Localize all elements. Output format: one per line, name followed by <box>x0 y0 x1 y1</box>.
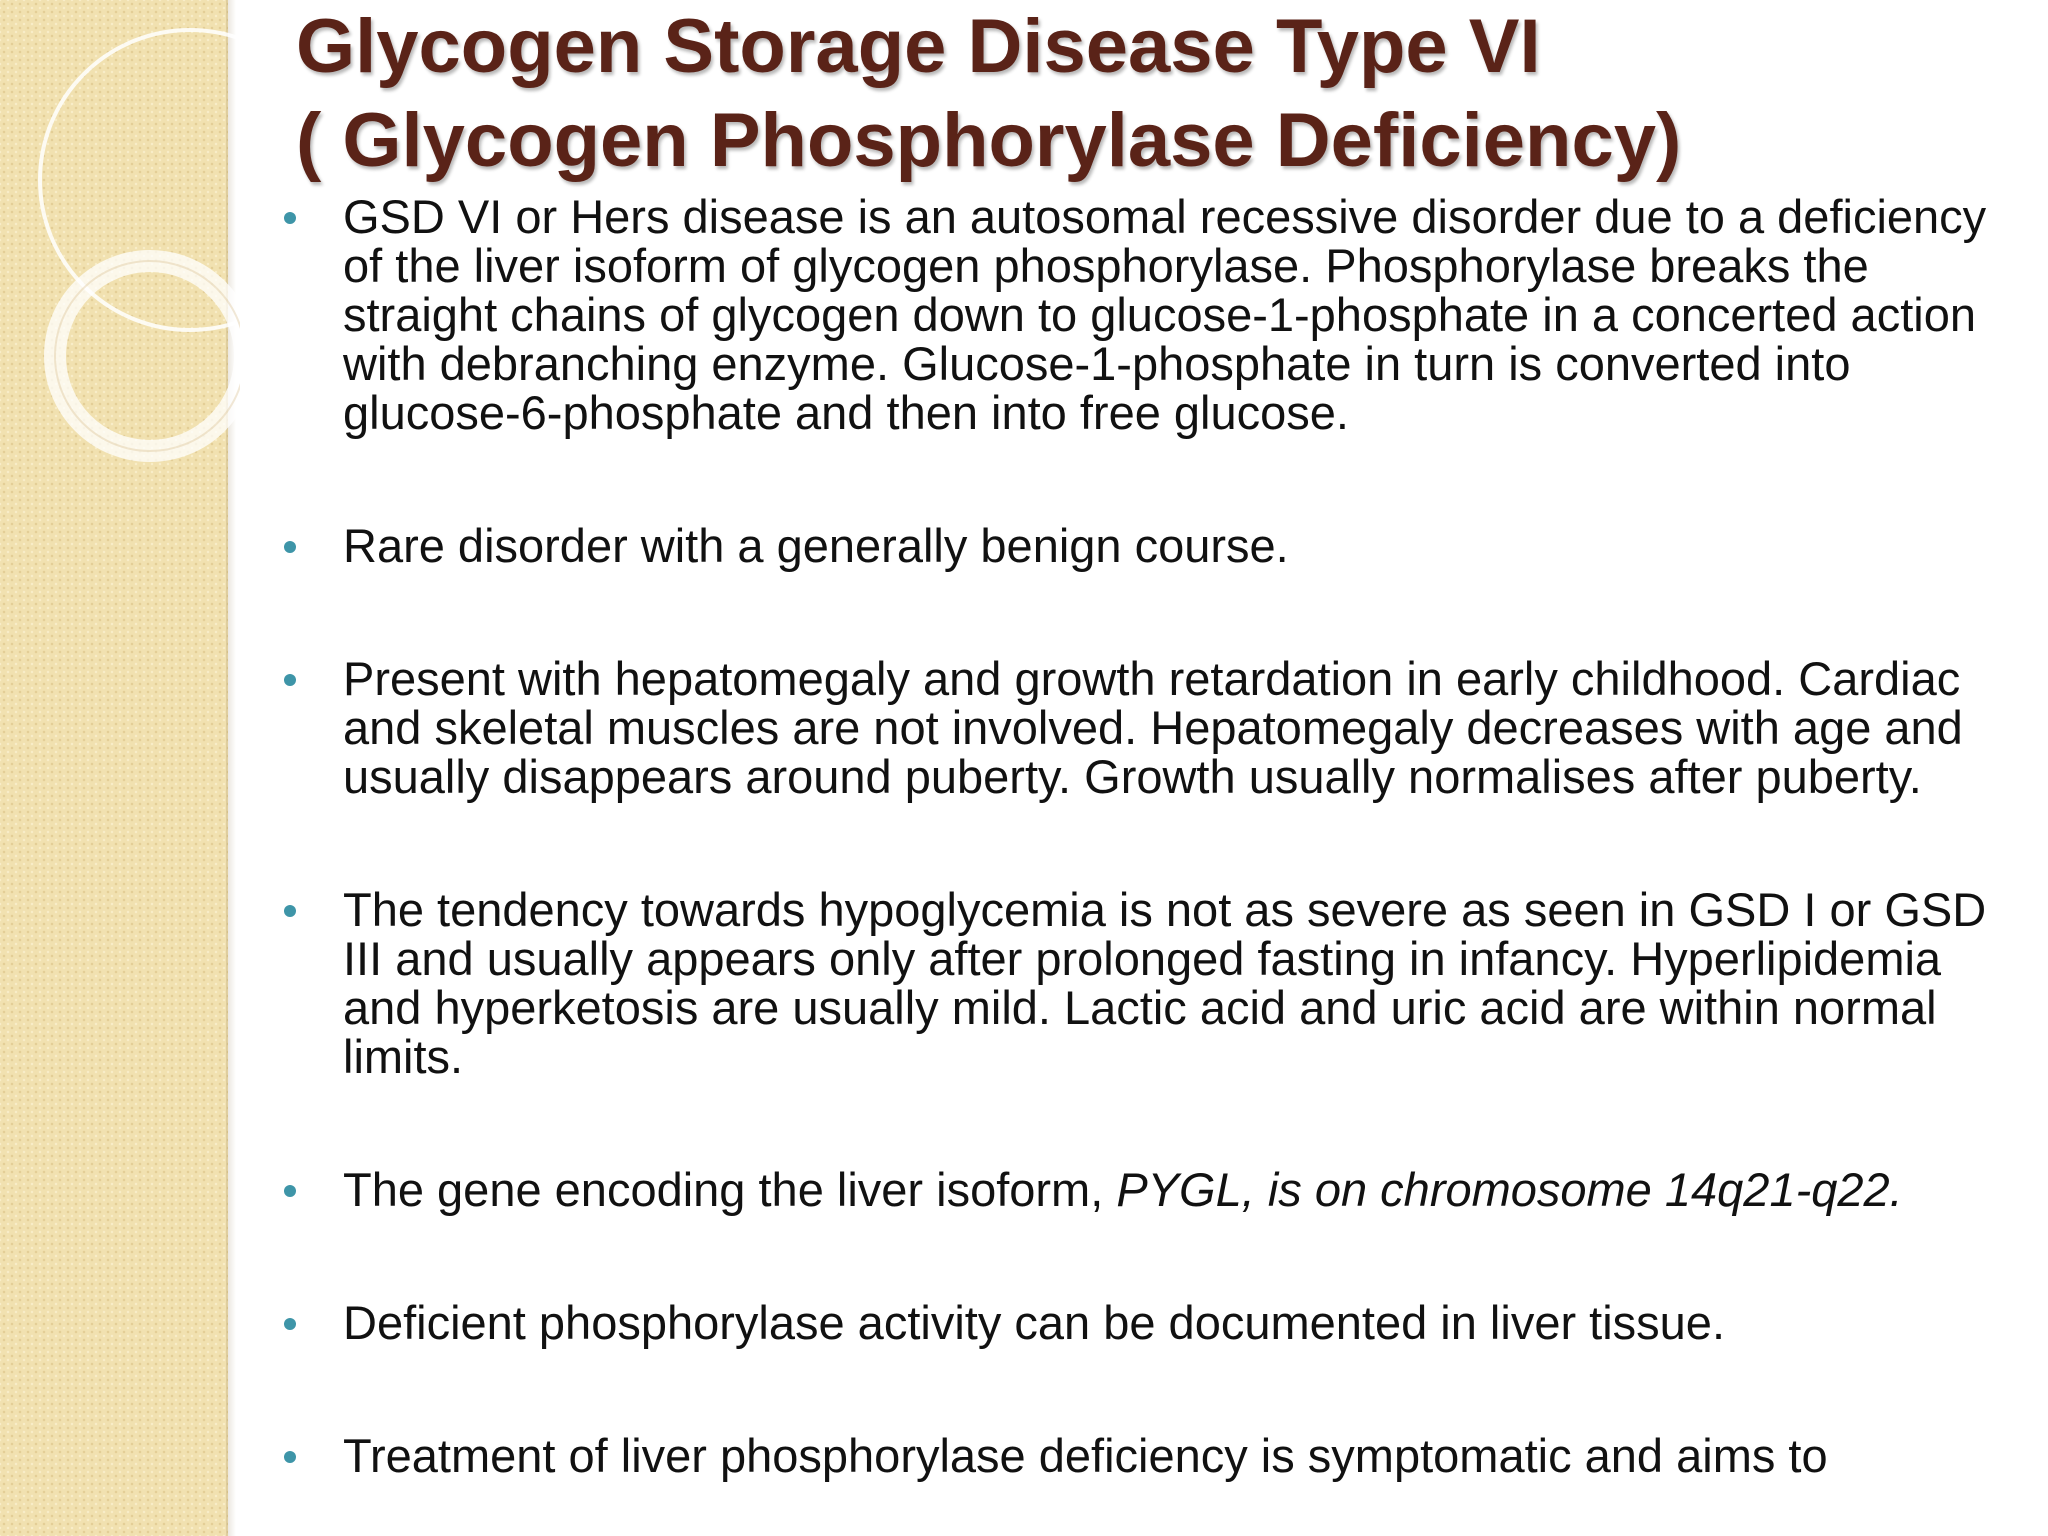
bullet-item-hypoglycemia: The tendency towards hypoglycemia is not as severe as seen in GSD I or GSD III and usually appears only after prolonged fasting in infancy. Hyperlipidemia and hyperketosis are usually mild. Lactic acid and uric acid are within normal limits. <box>280 885 2030 1081</box>
bullet-list <box>280 192 2030 1536</box>
title-line-2: ( Glycogen Phosphorylase Deficiency) <box>296 98 1682 183</box>
bullet-item-gene <box>280 1165 2030 1214</box>
bullet-item-gsd-vi-definition: GSD VI or Hers disease is an autosomal recessive disorder due to a deficiency of the liver isoform of glycogen phosphorylase. Phosphorylase breaks the straight chains of glycogen down to glucose-1-phosphate in a concerted action with debranching enzyme. Glucose-1-phosphate in turn is converted into glucose-6-phosphate and then into free glucose. <box>280 192 2030 437</box>
bullet-item-rare-disorder: Rare disorder with a generally benign course. <box>280 521 2030 570</box>
slide-title <box>296 0 1996 188</box>
bullet-item-deficient-activity: Deficient phosphorylase activity can be documented in liver tissue. <box>280 1298 2030 1347</box>
bullet-item-treatment-cutoff: Treatment of liver phosphorylase deficiency is symptomatic and aims to <box>280 1431 2030 1480</box>
gene-text-plain: The gene encoding the liver isoform, <box>343 1163 1117 1216</box>
bullet-item-presentation: Present with hepatomegaly and growth retardation in early childhood. Cardiac and skeletal muscles are not involved. Hepatomegaly decreases with age and usually disappears around puberty. Growth usually normalises after puberty. <box>280 654 2030 801</box>
gene-text-italic: PYGL, is on chromosome 14q21-q22. <box>1116 1163 1903 1216</box>
title-line-1: Glycogen Storage Disease Type VI <box>296 4 1541 89</box>
decorative-rings <box>0 0 240 520</box>
